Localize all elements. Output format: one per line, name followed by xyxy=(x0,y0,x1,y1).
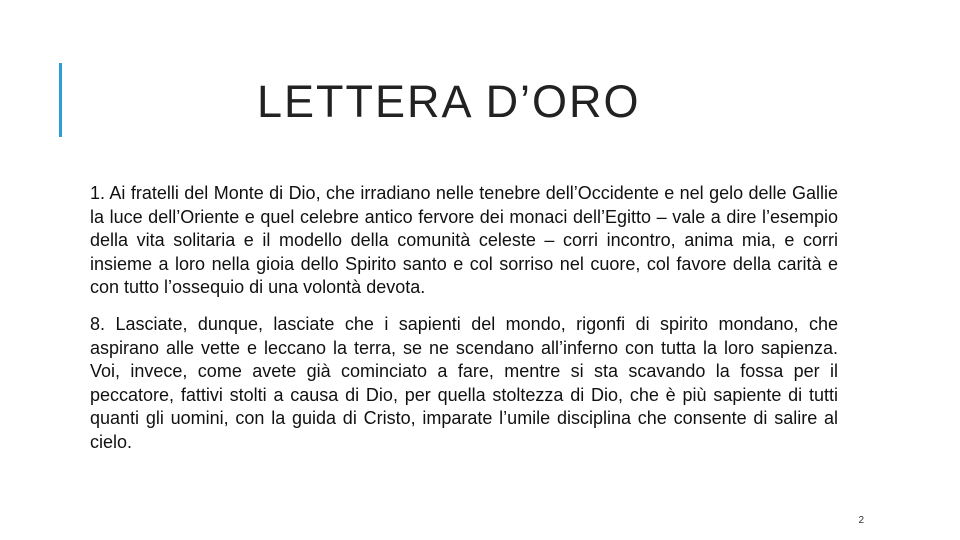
paragraph-8: 8. Lasciate, dunque, lasciate che i sapienti del mondo, rigonfi di spirito mondano, che aspirano alle vette e leccano la terra, se ne scendano all’inferno con tutta la loro sapienza. Voi, invece, come avete già cominciato a fare, mentre si sta scavando la fossa per il peccatore, fattivi stolti a causa di Dio, per quella stoltezza di Dio, che è più sapiente di tutti quanti gli uomini, con la guida di Cristo, imparate l’umile disciplina che consente di salire al cielo. xyxy=(90,313,838,452)
slide-body xyxy=(90,182,838,468)
title-accent-bar xyxy=(59,63,62,137)
slide-number: 2 xyxy=(858,515,864,526)
paragraph-1: 1. Ai fratelli del Monte di Dio, che irradiano nelle tenebre dell’Occidente e nel gelo delle Gallie la luce dell’Oriente e quel celebre antico fervore dei monaci dell’Egitto – vale a dire l’esempio della vita solitaria e il modello della comunità celeste – corri incontro, anima mia, e corri insieme a loro nella gioia dello Spirito santo e col sorriso nel cuore, col favore della carità e con tutto l’ossequio di una volontà devota. xyxy=(90,183,838,298)
slide-title: LETTERA D’ORO xyxy=(257,76,641,127)
